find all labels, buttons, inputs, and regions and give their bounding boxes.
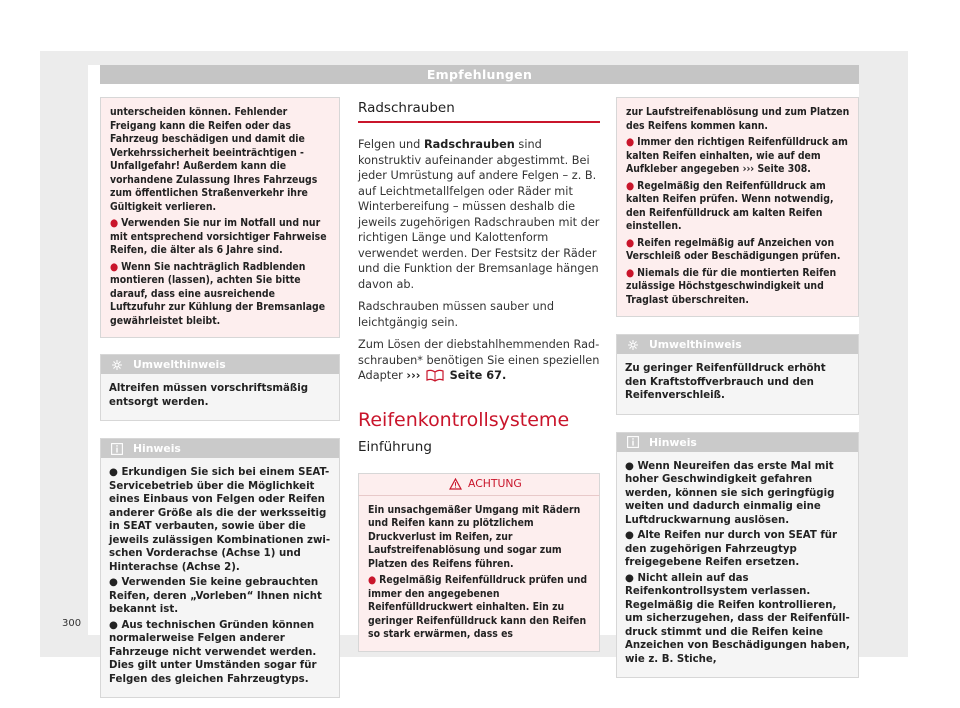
page-number: 300 — [62, 618, 82, 629]
warning-triangle-icon — [449, 478, 462, 490]
warning-paragraph: unterscheiden können. Fehlender Freigang kann die Reifen oder das Fahrzeug beschädigen und damit die Verkehrssicherheit beeinträchtigen - Unfallgefahr! Außerdem kann die vorhandene Zulassung Ihres Fahrzeugs zum öffentlichen Straßenverkehr ihre Gültigkeit verlieren. — [110, 106, 318, 213]
hint-note-title: Hinweis — [617, 433, 858, 452]
hint-bullet: ● Nicht allein auf das Reifenkontrollsystem verlassen. Regelmäßig die Reifen kontrollieren, um sicherzugehen, dass der Reifenfülldruck stimmt und die Reifen keine Anzeichen von Beschädigungen haben, wie z. B. Stiche, — [625, 572, 850, 665]
hint-note — [616, 432, 859, 679]
achtung-bullet: ● Regelmäßig Reifenfülldruck prüfen und immer den angegebenen Reifenfülldruckwert einhalten. Ein zu geringer Reifenfülldruck kann den Reifen so stark erwärmen, dass es — [368, 574, 588, 640]
column-left — [100, 97, 340, 698]
bullet-dot: ● — [110, 217, 119, 229]
hint-bullet: ● Aus technischen Gründen können normalerweise Felgen anderer Fahrzeuge nicht verwendet werden. Dies gilt unter Umständen sogar für Felgen des gleichen Fahrzeugtyps. — [109, 619, 317, 685]
leaf-icon — [627, 339, 639, 351]
warning-bullet: ● Niemals die für die montierten Reifen zulässige Höchstgeschwindigkeit und Traglast überschreiten. — [626, 266, 837, 306]
warning-bullet: ● Verwenden Sie nur im Notfall und nur mit entsprechend vorsichtiger Fahrweise Reifen, die älter als 6 Jahre sind. — [110, 217, 327, 256]
warning-continuation: zur Laufstreifenablösung und zum Platzen des Reifens kommen kann. ● Immer den richtigen Reifenfülldruck am kalten Reifen einhalten, wie auf dem Aufkleber angegeben ››› Seite 308. ● Regelmäßig den Reifenfülldruck am kalten Reifen prüfen. Wenn notwendig, den Reifenfülldruck am kalten Reifen einstellen. ● Reifen regelmäßig auf Anzeichen von Verschleiß oder Beschädigungen prüfen. ● Niemals die für die montierten Reifen zulässige Höchstgeschwindigkeit und Traglast überschreiten. — [616, 97, 859, 317]
section-heading: Radschrauben — [358, 100, 600, 123]
environment-note-text: Altreifen müssen vorschriftsmäßig entsorgt werden. — [109, 383, 309, 408]
leaf-icon — [111, 359, 123, 371]
info-icon — [111, 443, 123, 455]
paragraph: Felgen und Radschrauben sind konstruktiv aufeinander abgestimmt. Bei jeder Umrüstung auf andere Felgen – z. B. auf Leichtmetallfelgen oder Räder mit Winterbereifung – müssen deshalb die jeweils zugehörigen Radschrauben mit der richtigen Länge und Kalottenform verwendet werden. Der Festsitz der Räder und die Funktion der Bremsanlage hängen davon ab. — [358, 138, 600, 291]
environment-note-title: Umwelthinweis — [101, 355, 339, 374]
chapter-title: Reifenkontrollsysteme — [358, 408, 570, 431]
achtung-body: Ein unsachgemäßer Umgang mit Rädern und Reifen kann zu plötzlichem Druckverlust im Reifen, zur Laufstreifenablösung und sogar zum Platzen des Reifens führen. ● Regelmäßig Reifenfülldruck prüfen und immer den angegebenen Reifenfülldruckwert einhalten. Ein zu geringer Reifenfülldruck kann den Reifen so stark erwärmen, dass es — [358, 495, 600, 652]
environment-note-title: Umwelthinweis — [617, 335, 858, 354]
hint-bullet: ● Wenn Neureifen das erste Mal mit hoher Geschwindigkeit gefahren werden, können sie sich geringfügig weiten und dadurch einmalig eine Luftdruckwarnung auslösen. — [625, 460, 835, 526]
column-right — [616, 97, 859, 678]
hint-bullet: ● Verwenden Sie keine gebrauchten Reifen, deren „Vorleben“ Ihnen nicht bekannt ist. — [109, 577, 322, 615]
subsection-title: Einführung — [358, 438, 432, 455]
achtung-box — [358, 473, 600, 652]
environment-note — [100, 354, 340, 421]
paragraph: Radschrauben müssen sauber und leichtgängig sein. — [358, 300, 555, 329]
environment-note: Umwelthinweis Zu geringer Reifenfülldruck erhöht den Kraftstoffverbrauch und den Reifenverschleiß. — [616, 334, 859, 415]
info-icon — [627, 436, 639, 448]
page-link[interactable]: Seite 67 — [449, 369, 502, 382]
page-header: Empfehlungen — [100, 65, 859, 84]
warning-bullet: ● Reifen regelmäßig auf Anzeichen von Verschleiß oder Beschädigungen prüfen. — [626, 236, 841, 262]
book-icon — [426, 368, 444, 387]
hint-note — [100, 438, 340, 698]
page-link[interactable]: Seite 308 — [757, 163, 808, 175]
paragraph: Zum Lösen der diebstahlhemmenden Radschrauben* benötigen Sie einen speziellen Adapter ››› Seite 67. — [358, 337, 600, 387]
warning-bullet: ● Regelmäßig den Reifenfülldruck am kalten Reifen prüfen. Wenn notwendig, den Reifenfülldruck am kalten Reifen einstellen. — [626, 179, 834, 232]
body-text — [358, 137, 600, 387]
achtung-title: ACHTUNG — [358, 473, 600, 495]
warning-continuation — [100, 97, 340, 338]
warning-bullet: ● Wenn Sie nachträglich Radblenden montieren (lassen), achten Sie bitte darauf, dass eine ausreichende Luftzufuhr zur Kühlung der Bremsanlage gewährleistet bleibt. — [110, 260, 326, 327]
column-middle — [358, 100, 600, 652]
hint-bullet: ● Alte Reifen nur durch von SEAT für den zugehörigen Fahrzeugtyp freigegebene Reifen ersetzen. — [625, 530, 838, 568]
bullet-dot: ● — [110, 260, 119, 273]
hint-note-title: Hinweis — [101, 439, 339, 458]
hint-note-body — [101, 458, 339, 697]
hint-bullet: ● Erkundigen Sie sich bei einem SEAT-Servicebetrieb über die Möglichkeit eines Einbaus von Felgen oder Reifen anderer Größe als die der werksseitig in SEAT verbauten, sowie über die jeweils zulässigen Kombinationen zwischen Vorderachse (Achse 1) und Hinterachse (Achse 2). — [109, 467, 331, 573]
warning-bullet: ● Immer den richtigen Reifenfülldruck am kalten Reifen einhalten, wie auf dem Aufkleber angegeben ››› Seite 308. — [626, 136, 848, 175]
